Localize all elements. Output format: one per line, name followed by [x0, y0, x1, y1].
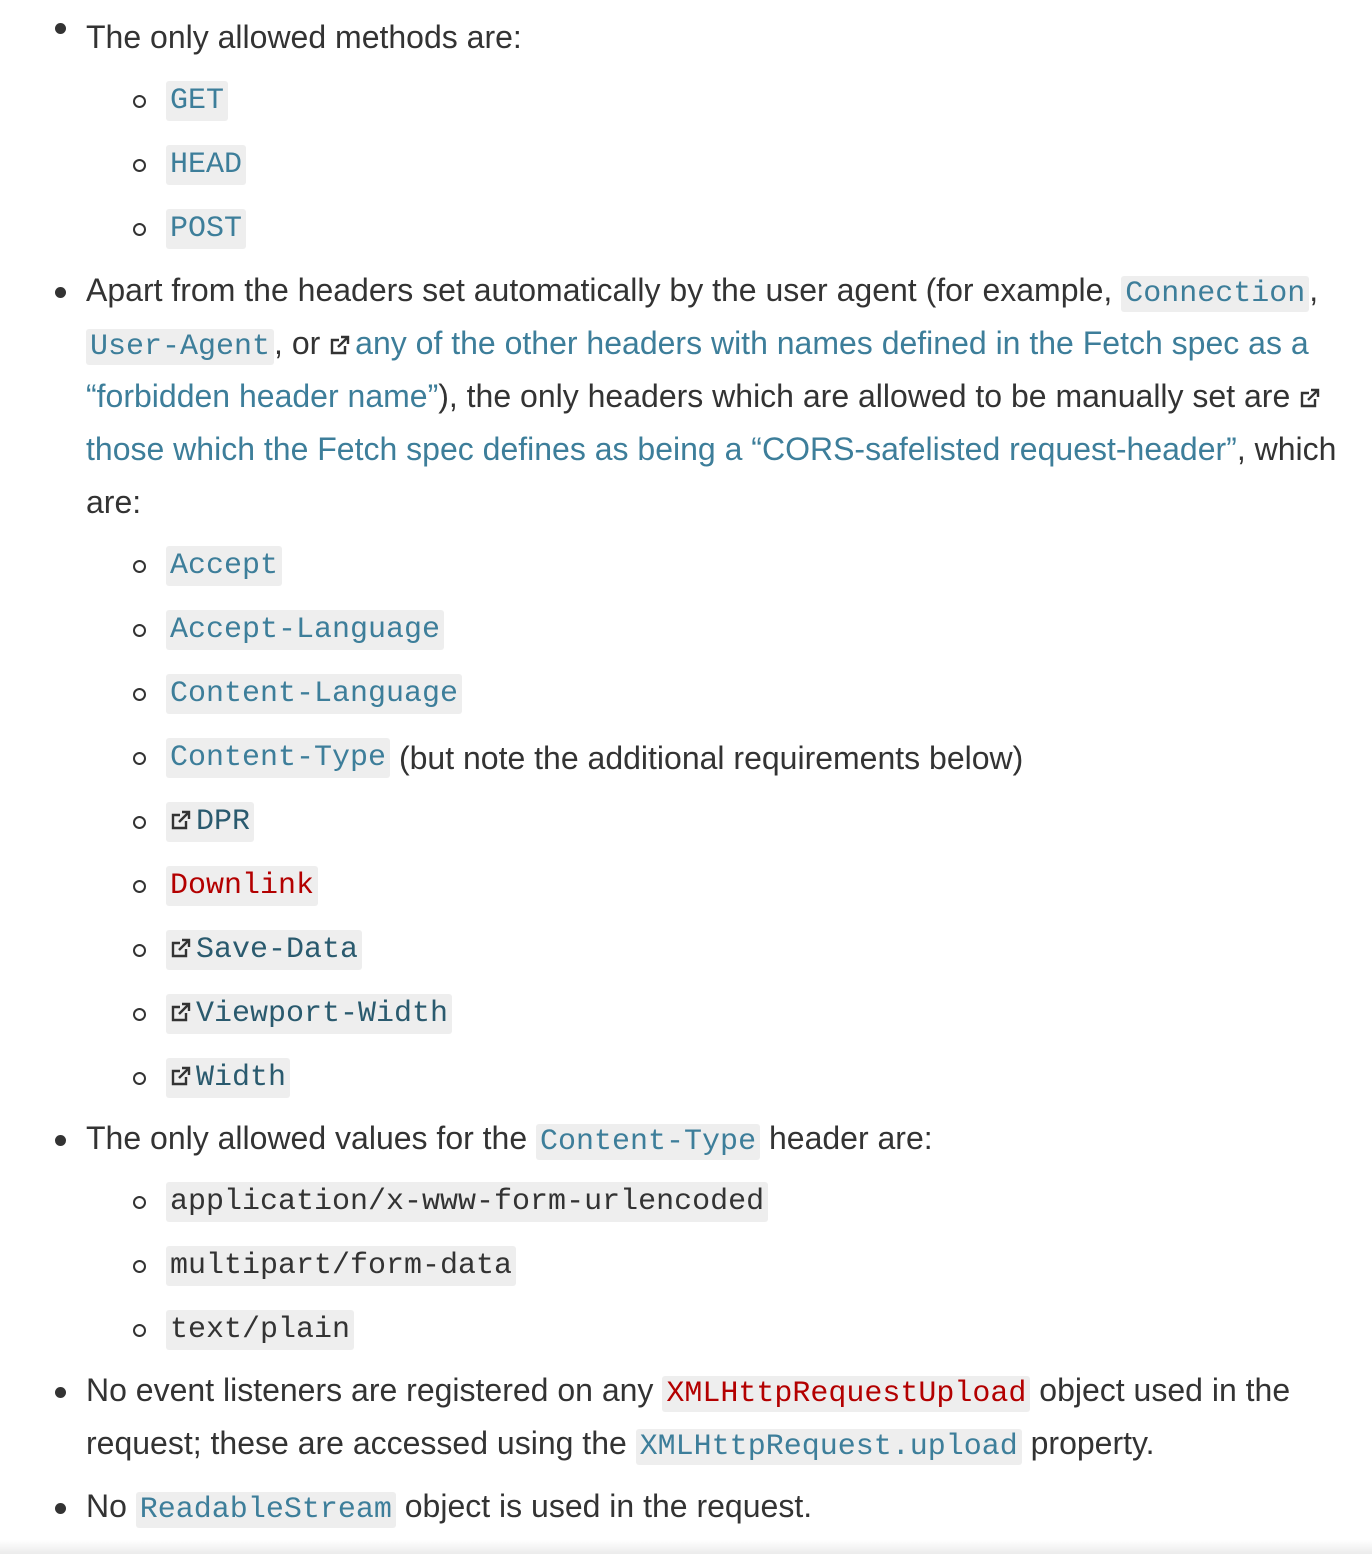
width-label: Width: [196, 1061, 287, 1095]
list-item-stream: [0, 1480, 1372, 1533]
method-post[interactable]: POST: [166, 209, 246, 249]
xmlhttprequest-upload-link[interactable]: XMLHttpRequest.upload: [636, 1429, 1022, 1465]
list-item: [0, 790, 1342, 854]
header-width-link[interactable]: [166, 1058, 290, 1098]
dpr-label: DPR: [196, 805, 251, 839]
list-item-content-type: [0, 1112, 1372, 1362]
safelisted-headers-list: [86, 534, 1342, 1110]
list-item: [0, 854, 1342, 918]
content-type-intro-after: header are:: [760, 1120, 933, 1156]
method-get[interactable]: GET: [166, 81, 228, 121]
forbidden-header-link[interactable]: any of the other headers with names defined in the Fetch spec as a “forbidden header name”: [86, 325, 1309, 414]
list-item: [0, 197, 1342, 261]
external-link-icon: [170, 1065, 192, 1087]
content-type-intro: The only allowed values for the: [86, 1120, 537, 1156]
list-item: [0, 918, 1342, 982]
headers-text: ), the only headers which are allowed to be manually set are: [438, 378, 1300, 414]
headers-text: Apart from the headers set automatically by the user agent (for example,: [86, 272, 1122, 308]
external-link-icon: [170, 937, 192, 959]
comma: ,: [1309, 272, 1319, 308]
headers-text: , which are:: [86, 431, 1337, 520]
content-type-value: multipart/form-data: [166, 1246, 516, 1286]
list-item: [0, 1170, 1342, 1234]
list-item: [0, 1234, 1342, 1298]
header-save-data-link[interactable]: [166, 930, 362, 970]
methods-intro: The only allowed methods are:: [86, 19, 522, 55]
method-head[interactable]: HEAD: [166, 145, 246, 185]
header-content-type-link[interactable]: Content-Type: [166, 738, 390, 778]
list-item-headers: [0, 264, 1372, 1110]
save-data-label: Save-Data: [196, 933, 359, 967]
stream-text: No: [86, 1488, 136, 1524]
safelisted-header-link[interactable]: those which the Fetch spec defines as being a “CORS-safelisted request-header”: [86, 431, 1237, 467]
upload-text: property.: [1021, 1425, 1155, 1461]
header-accept-language-link[interactable]: Accept-Language: [166, 610, 444, 650]
content-type-value: text/plain: [166, 1310, 354, 1350]
list-item: [0, 982, 1342, 1046]
external-link-icon: [170, 1001, 192, 1023]
content-type-value: application/x-www-form-urlencoded: [166, 1182, 768, 1222]
content-type-values-list: [86, 1170, 1342, 1362]
external-link-icon: [329, 334, 351, 356]
stream-text: object is used in the request.: [395, 1488, 813, 1524]
external-link-icon: [170, 809, 192, 831]
list-item: [0, 726, 1342, 790]
list-item: [0, 1046, 1342, 1110]
list-item: [0, 662, 1342, 726]
list-item: [0, 1298, 1342, 1362]
methods-list: [86, 69, 1342, 261]
header-user-agent-link[interactable]: User-Agent: [86, 329, 274, 365]
bottom-fade: [0, 1540, 1372, 1554]
viewport-width-label: Viewport-Width: [196, 997, 449, 1031]
list-item: [0, 69, 1342, 133]
readablestream-link[interactable]: ReadableStream: [136, 1492, 396, 1528]
external-link-icon: [1299, 387, 1321, 409]
content-type-note: (but note the additional requirements below): [390, 739, 1024, 776]
header-connection-link[interactable]: Connection: [1121, 276, 1309, 312]
content-type-link[interactable]: Content-Type: [536, 1124, 760, 1160]
or-text: , or: [274, 325, 330, 361]
upload-text: object used in the request; these are accessed using the: [86, 1372, 1291, 1461]
header-viewport-width-link[interactable]: [166, 994, 452, 1034]
header-content-language-link[interactable]: Content-Language: [166, 674, 462, 714]
list-item-upload: [0, 1364, 1372, 1470]
header-dpr-link[interactable]: [166, 802, 254, 842]
list-item: [0, 133, 1342, 197]
xmlhttprequestupload-link[interactable]: XMLHttpRequestUpload: [662, 1376, 1030, 1412]
list-item: [0, 598, 1342, 662]
header-downlink-link[interactable]: Downlink: [166, 866, 318, 906]
upload-text: No event listeners are registered on any: [86, 1372, 663, 1408]
list-item: [0, 534, 1342, 598]
list-item-methods: [0, 0, 1372, 261]
header-accept-link[interactable]: Accept: [166, 546, 282, 586]
